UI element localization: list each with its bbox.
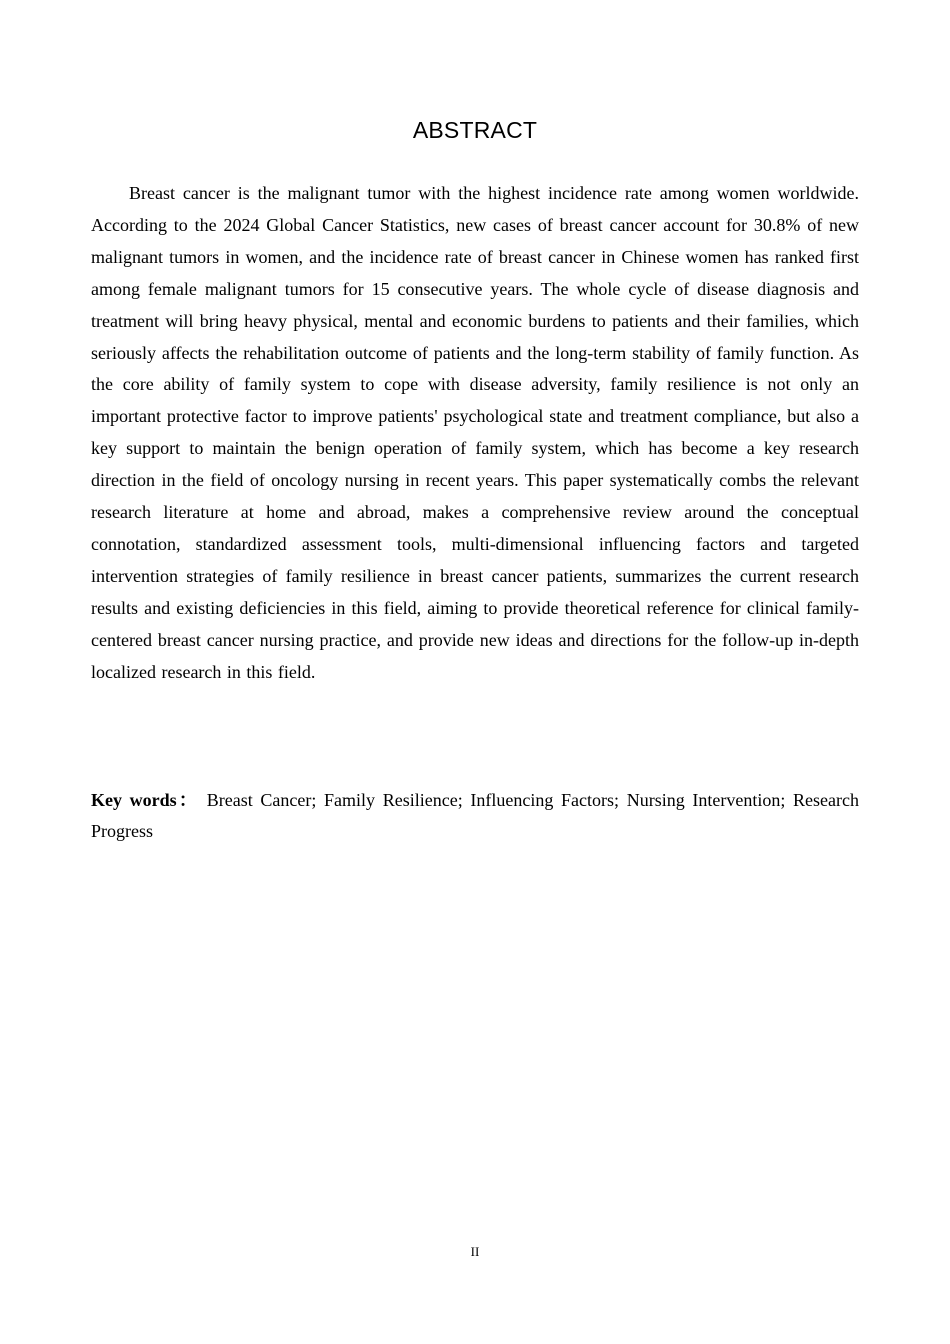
abstract-paragraph: Breast cancer is the malignant tumor with the highest incidence rate among women worldwide. According to the 2024 Global Cancer Statistics, new cases of breast cancer account for 30.8% of new malignant tumors in women, and the incidence rate of breast cancer in Chinese women has ranked first among female malignant tumors for 15 consecutive years. The whole cycle of disease diagnosis and treatment will bring heavy physical, mental and economic burdens to patients and their families, which seriously affects the rehabilitation outcome of patients and the long-term stability of family function. As the core ability of family system to cope with disease adversity, family resilience is not only an important protective factor to improve patients' psychological state and treatment compliance, but also a key support to maintain the benign operation of family system, which has become a key research direction in the field of oncology nursing in recent years. This paper systematically combs the relevant research literature at home and abroad, makes a comprehensive review around the conceptual connotation, standardized assessment tools, multi-dimensional influencing factors and targeted intervention strategies of family resilience in breast cancer patients, summarizes the current research results and existing deficiencies in this field, aiming to provide theoretical reference for clinical family-centered breast cancer nursing practice, and provide new ideas and directions for the follow-up in-depth localized research in this field.	[91, 183, 859, 682]
keywords-line	[91, 785, 859, 847]
keywords-text: Breast Cancer; Family Resilience; Influencing Factors; Nursing Intervention; Research Progress	[91, 790, 860, 841]
page-number: II	[470, 1244, 480, 1259]
keywords-label: Key words：	[91, 790, 200, 810]
abstract-title: ABSTRACT	[412, 117, 538, 143]
